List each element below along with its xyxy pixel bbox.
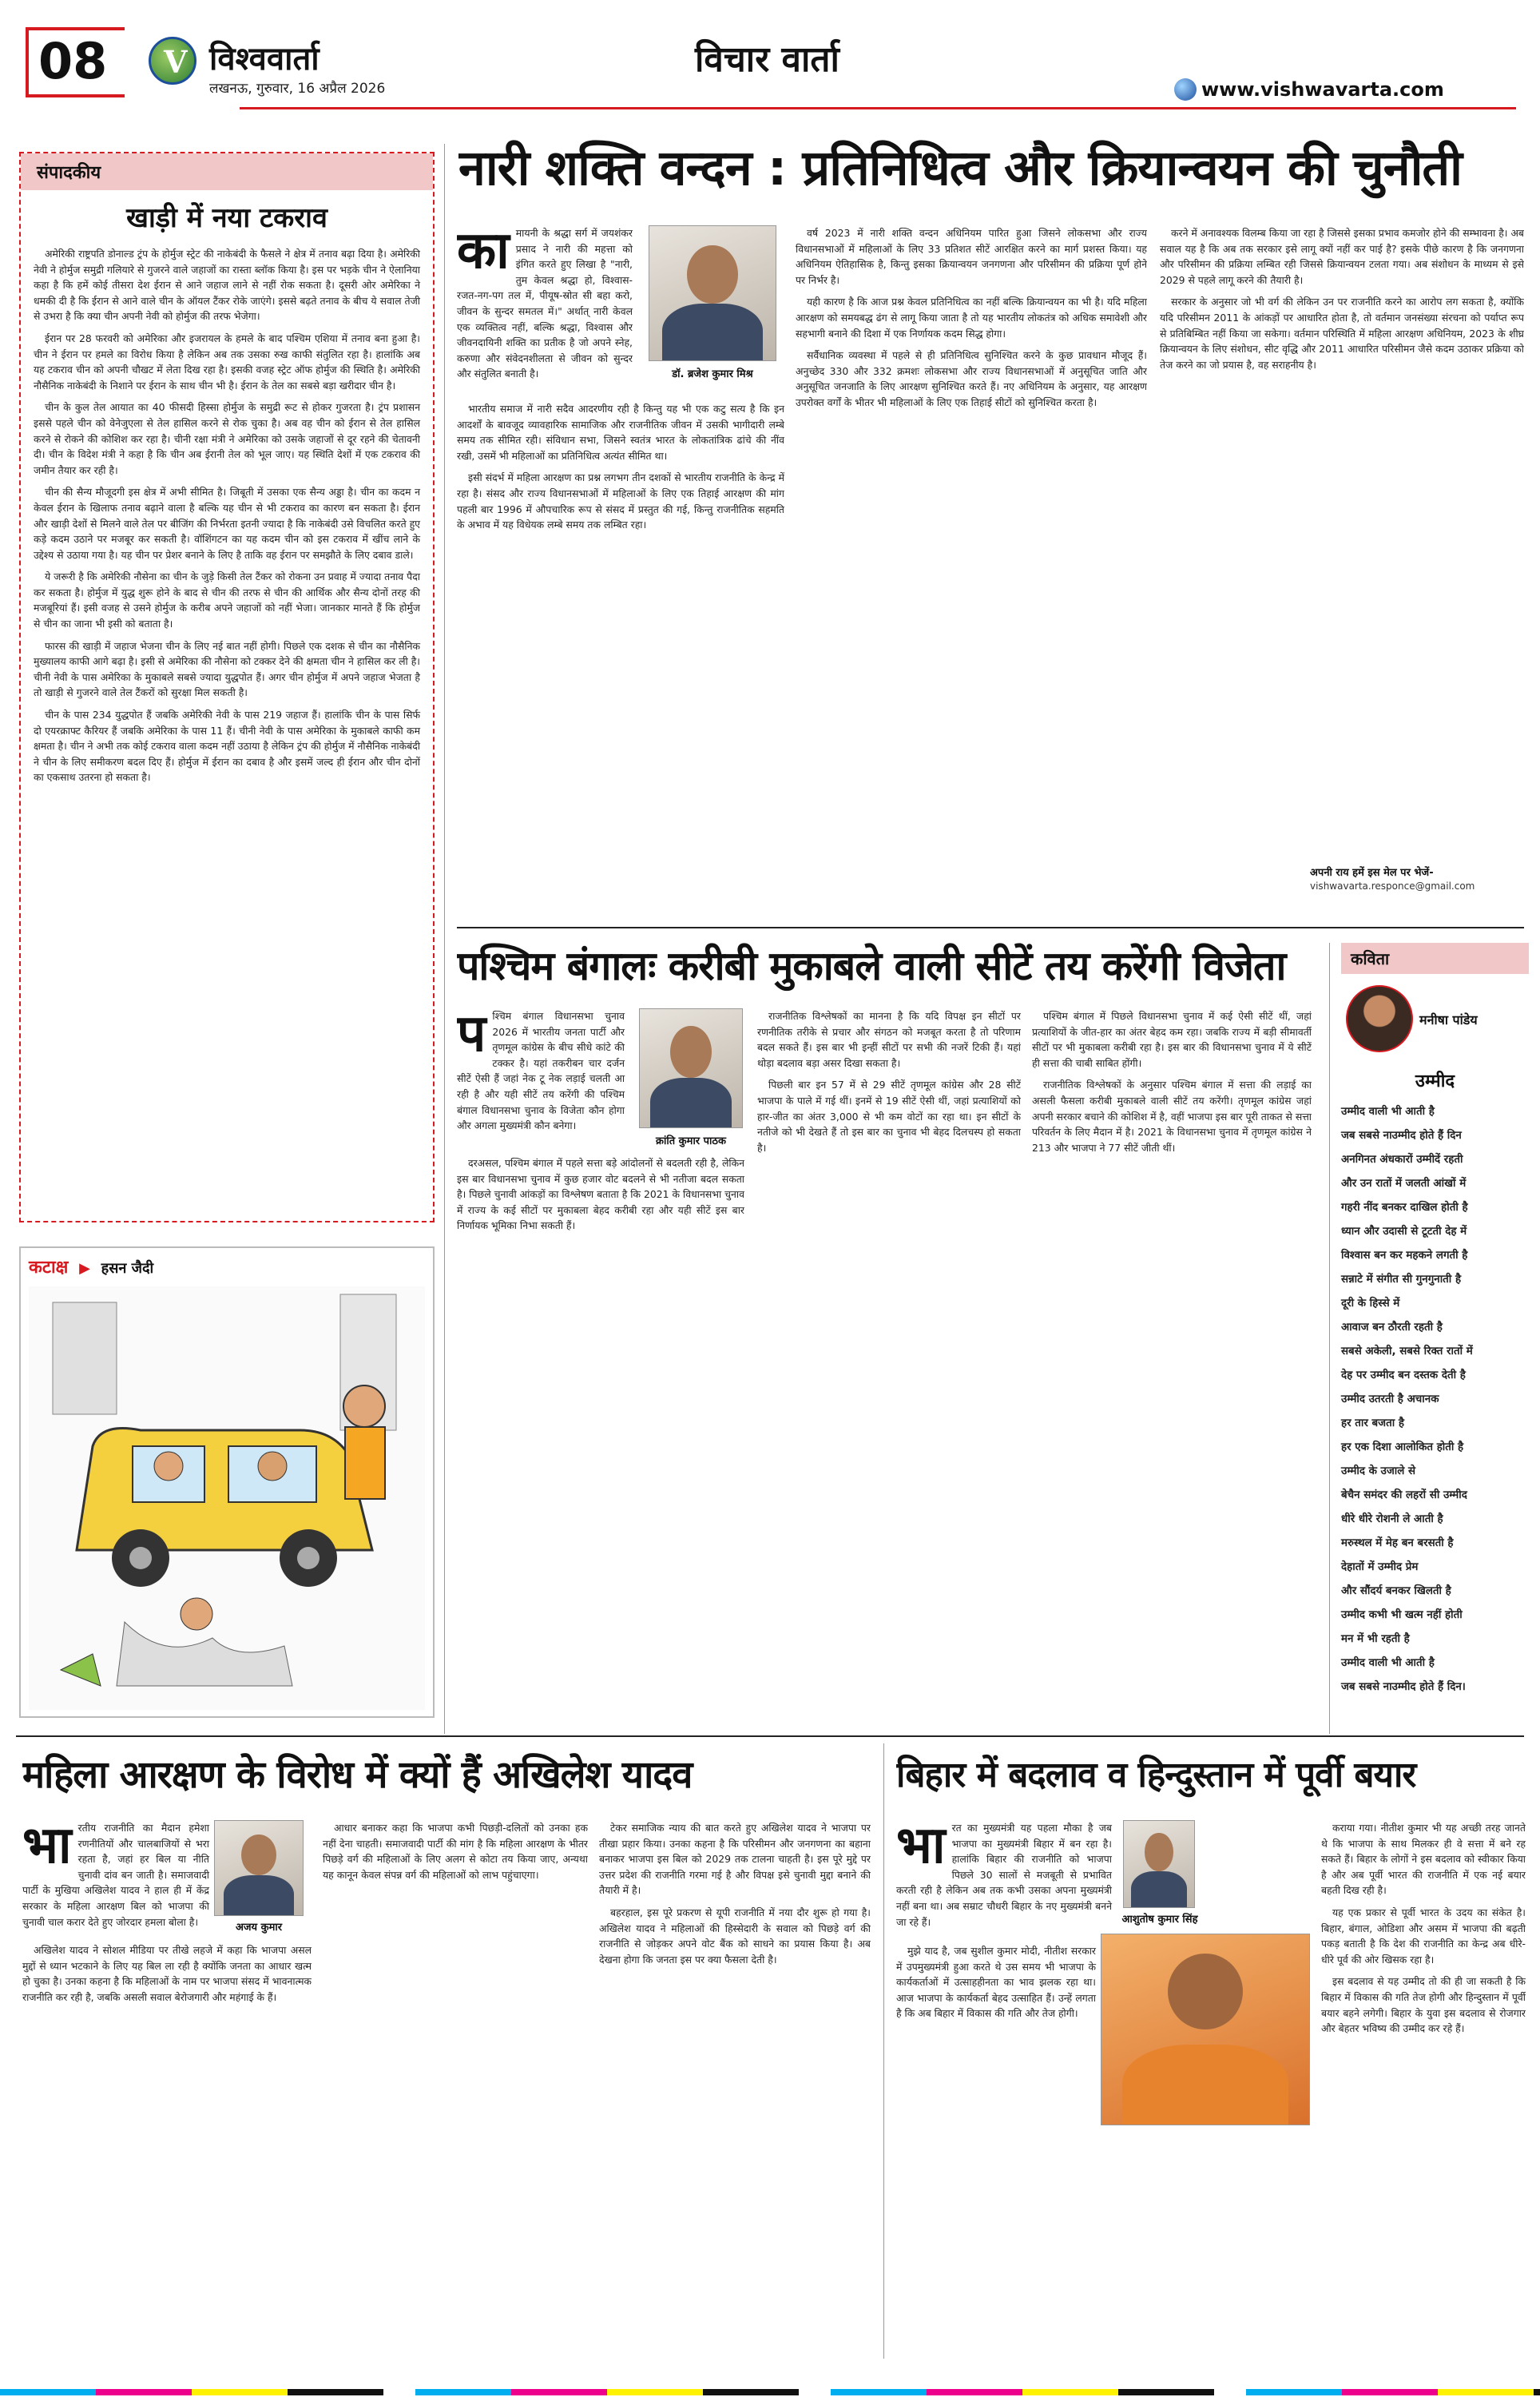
poem-line: जब सबसे नाउम्मीद होते हैं दिन — [1341, 1130, 1462, 1142]
masthead-rule — [240, 107, 1516, 109]
article1-paragraph: वर्ष 2023 में नारी शक्ति वन्दन अधिनियम पारित हुआ जिसने लोकसभा और राज्य विधानसभाओं में महिलाओं के लिए 33 प्रतिशत सीटें आरक्षित करने का मार्ग प्रशस्त किया। यह अधिनियम ऐतिहासिक है, किन्तु इसका क्रियान्वयन जनगणना और परिसीमन की प्रक्रिया पूर्ण होने पर निर्भर है। — [796, 227, 1147, 286]
editorial-paragraph: चीन के कुल तेल आयात का 40 फीसदी हिस्सा होर्मुज के समुद्री रूट से होकर गुजरता है। ट्रंप प्रशासन इससे पहले चीन को वेनेजुएला से तेल हासिल करने से रोक चुका है। अब वह चीन को ईरान से तेल हासिल करने से रोकने की कोशिश कर रहा है। चीनी रक्षा मंत्री ने अमेरिका को उसके जहाजों से दूर रहने की चेतावनी दी। चीन के विदेश मंत्री ने कहा है कि चीन अब ईरानी तेल को भूल जाए। यह स्थिति देशों में एक टकराव की जमीन तैयार कर रही है। — [34, 401, 420, 476]
poem-line: ध्यान और उदासी से टूटती देह में — [1341, 1226, 1467, 1238]
article4-paragraph: रत का मुख्यमंत्री यह पहला मौका है जब भाजपा का मुख्यमंत्री बिहार में बन रहा है। हालांकि बिहार की राजनीति को भाजपा पिछले 30 सालों से मजबूती से प्रभावित करती रही है लेकिन अब तक कभी उसका अपना मुख्यमंत्री नहीं बना था। अब सम्राट चौधरी बिहार के नए मुख्यमंत्री बनने जा रहे हैं। — [896, 1822, 1112, 1928]
column-divider — [444, 144, 445, 1734]
poem-line: मरुस्थल में मेह बन बरसती है — [1341, 1537, 1454, 1549]
article1-paragraph: यही कारण है कि आज प्रश्न केवल प्रतिनिधित्व का नहीं बल्कि क्रियान्वयन का भी है। यदि महिला आरक्षण को समयबद्ध ढंग से लागू किया जाता है तो यह भारतीय लोकतंत्र को अधिक समावेशी और सहभागी बनाने की दिशा में एक निर्णायक कदम सिद्ध होगा। — [796, 296, 1147, 340]
article2-paragraph: श्चिम बंगाल विधानसभा चुनाव 2026 में भारतीय जनता पार्टी और तृणमूल कांग्रेस के बीच सीधे कांटे की टक्कर है। यहां तकरीबन चार दर्जन सीटें ऐसी हैं जहां नेक टू नेक लड़ाई चलती आ रही है और यही सीटें तय करेंगी की पश्चिम बंगाल विधानसभा चुनाव के विजेता कौन होगा और अगला मुख्यमंत्री कौन बनेगा। — [457, 1010, 625, 1132]
poem-line: दूरी के हिस्से में — [1341, 1298, 1400, 1310]
section-rule — [457, 927, 1524, 928]
poem-line: हर तार बजता है — [1341, 1417, 1404, 1429]
masthead — [0, 0, 1540, 120]
cartoon-artist: हसन जैदी — [101, 1260, 154, 1277]
editorial-paragraph: ईरान पर 28 फरवरी को अमेरिका और इजरायल के हमले के बाद पश्चिम एशिया में तनाव बना हुआ है। चीन ने ईरान पर हमले का विरोध किया है लेकिन अब तक उसका रुख काफी संतुलित रहा है। हालांकि अब यह टकराव चीन को अपनी चौखट में लेता दिख रहा है। इसकी वजह स्ट्रेट ऑफ होर्मुज की स्थिति है। अमेरिकी नौसैनिक नाकेबंदी के निशाने पर ईरान के साथ चीन भी है। ईरान के तेल का सबसे बड़ा खरीदार चीन है। — [34, 332, 420, 392]
cartoon-arrow-icon: ▶ — [79, 1260, 90, 1277]
article3-paragraph: बहरहाल, इस पूरे प्रकरण से यूपी राजनीति में नया दौर शुरू हो गया है। अखिलेश यादव ने महिलाओं की हिस्सेदारी के सवाल को पिछड़े वर्ग की राजनीति से जोड़कर अपने वोट बैंक को साधने का प्रयास किया है। अब देखना होगा कि जनता इस पर क्या फैसला देती है। — [599, 1906, 871, 1966]
poem-line: सबसे अकेली, सबसे रिक्त रातों में — [1341, 1346, 1473, 1358]
article4-paragraph: इस बदलाव से यह उम्मीद तो की ही जा सकती है कि बिहार में विकास की गति तेज होगी और हिन्दुस्तान में पूर्वी बयार बहने लगेगी। बिहार के युवा इस बदलाव से रोजगार और बेहतर भविष्य की उम्मीद कर रहे हैं। — [1321, 1975, 1526, 2035]
editorial-label — [21, 153, 433, 190]
article3-paragraph: रतीय राजनीति का मैदान हमेशा रणनीतियों और चालबाजियों से भरा रहता है, जहां हर बिल या नीति चुनावी दांव बन जाती है। समाजवादी पार्टी के मुखिया अखिलेश यादव ने हाल ही में केंद्र सरकार के महिला आरक्षण बिल को भाजपा की चुनावी चाल करार देते हुए जोरदार हमला बोला है। — [22, 1822, 209, 1928]
article1-author-caption: डॉ. ब्रजेश कुमार मिश्र — [672, 368, 753, 380]
article1-paragraph: करने में अनावश्यक विलम्ब किया जा रहा है जिससे इसका प्रभाव कमजोर होने की सम्भावना है। अब सवाल यह है कि अब तक सरकार इसे लागू क्यों नहीं कर पाई है? इसके पीछे कारण है कि जनगणना और परिसीमन की प्रक्रिया लम्बित रही जिससे क्रियान्वयन टलता गया। अब संशोधन के माध्यम से इसे 2029 से पहले लागू करने की तैयारी है। — [1160, 227, 1524, 286]
article2-paragraph: राजनीतिक विश्लेषकों का मानना है कि यदि विपक्ष इन सीटों पर रणनीतिक तरीके से प्रचार और संगठन को मजबूत करता है तो परिणाम बदल सकते हैं। इस बार भी इन्हीं सीटों पर सभी की नजरें टिकी हैं। यहां थोड़ा बदलाव बड़ा असर दिखा सकता है। — [757, 1010, 1021, 1069]
article4-col-1 — [896, 1820, 1195, 2355]
dateline: लखनऊ, गुरुवार, 16 अप्रैल 2026 — [209, 81, 386, 97]
poem-line: आवाज बन ठौरती रहती है — [1341, 1322, 1443, 1334]
poem-line: उम्मीद कभी भी खत्म नहीं होती — [1341, 1609, 1463, 1621]
article2-col-1 — [457, 1008, 744, 1727]
cartoon-illustration — [29, 1286, 425, 1710]
article4-paragraph: यह एक प्रकार से पूर्वी भारत के उदय का संकेत है। बिहार, बंगाल, ओडिशा और असम में भाजपा की बढ़ती पकड़ बताती है कि देश की राजनीति का केन्द्र अब धीरे-धीरे पूर्व की ओर खिसक रहा है। — [1321, 1906, 1526, 1966]
poem-line: सन्नाटे में संगीत सी गुनगुनाती है — [1341, 1274, 1462, 1286]
article2-headline: पश्चिम बंगालः करीबी मुकाबले वाली सीटें तय करेंगी विजेता — [457, 943, 1286, 989]
article4-headline: बिहार में बदलाव व हिन्दुस्तान में पूर्वी बयार — [896, 1755, 1416, 1795]
article2-col-2 — [757, 1008, 1021, 1727]
article2-paragraph: पिछली बार इन 57 में से 29 सीटें तृणमूल कांग्रेस और 28 सीटें भाजपा के पाले में गई थीं। इनमें से 19 सीटें ऐसी थीं, जहां प्रत्याशियों को हार-जीत का अंतर 3,000 से भी कम वोटों का रहा था। इन सीटों के नतीजे को भी देखते हैं तो इस बार का चुनाव भी बेहद दिलचस्प हो सकता है। — [757, 1079, 1021, 1154]
poem-line: उम्मीद वाली भी आती है — [1341, 1106, 1435, 1118]
article2-paragraph: पश्चिम बंगाल में पिछले विधानसभा चुनाव में कई ऐसी सीटें थीं, जहां प्रत्याशियों के जीत-हार का अंतर बेहद कम रहा। जबकि राज्य में बड़ी सीमावर्ती सीटों पर भी मुकाबला करीबी रहा है। इस बार की विधानसभा चुनाव में ये सीटें ही सत्ता की चाबी साबित होंगी। — [1032, 1010, 1312, 1069]
editorial-box — [19, 152, 435, 1222]
article1-paragraph: भारतीय समाज में नारी सदैव आदरणीय रही है किन्तु यह भी एक कटु सत्य है कि इन आदर्शों के बावजूद व्यावहारिक सामाजिक और राजनीतिक जीवन में उसकी भागीदारी लम्बे समय तक सीमित रही। संविधान सभा, जिसने स्वतंत्र भारत के लोकतांत्रिक ढांचे की नींव रखी, उसमें भी महिलाओं का प्रतिनिधित्व अत्यंत सीमित था। — [457, 402, 784, 462]
poem-line: जब सबसे नाउम्मीद होते हैं दिन। — [1341, 1681, 1466, 1693]
poem-line: बेचैन समंदर की लहरों सी उम्मीद — [1341, 1489, 1467, 1501]
poem-line: अनगिनत अंधकारों उम्मीदें रहती — [1341, 1154, 1463, 1166]
page-number: 08 — [38, 32, 108, 90]
article2-paragraph: राजनीतिक विश्लेषकों के अनुसार पश्चिम बंगाल में सत्ता की लड़ाई का असली फैसला करीबी मुकाबले वाली सीटें तय करेंगी। तृणमूल कांग्रेस जहां अपनी सरकार बचाने की कोशिश में है, वहीं भाजपा इस बार पूरी ताकत से सत्ता परिवर्तन के लिए मैदान में है। 2021 के विधानसभा चुनाव में तृणमूल कांग्रेस ने 213 और भाजपा ने 77 सीटें जीती थीं। — [1032, 1079, 1312, 1154]
web-globe-icon — [1174, 78, 1197, 101]
editorial-paragraph: अमेरिकी राष्ट्रपति डोनाल्ड ट्रंप के होर्मुज स्ट्रेट की नाकेबंदी के फैसले ने क्षेत्र में तनाव बढ़ा दिया है। अमेरिकी नेवी ने होर्मुज समुद्री गलियारे से गुजरने वाले जहाजों का रास्ता ब्लॉक किया है। इस पर भड़के चीन ने ऐलानिया कहा है कि हमें कोई तीसरा देश ईरान से आने जहाज लाने से नहीं रोक सकता है। दूसरी ओर अमेरिका ने धमकी दी है कि ईरान से आने वाले चीन के ऑयल टैंकर रोके जाएंगे। इससे बढ़ते तनाव के बीच ये सवाल तेजी से उभरा है कि क्या चीन अपनी नेवी को होर्मुज की तरफ भेजेगा। — [34, 248, 420, 323]
article3-dropcap: भा — [22, 1820, 72, 1875]
poem-line: मन में भी रहती है — [1341, 1633, 1410, 1645]
poem-line: गहरी नींद बनकर दाखिल होती है — [1341, 1202, 1468, 1214]
editorial-paragraph: फारस की खाड़ी में जहाज भेजना चीन के लिए नई बात नहीं होगी। पिछले एक दशक से चीन का नौसैनिक मुख्यालय काफी आगे बढ़ा है। इसी से अमेरिका की नौसेना को टक्कर देने की क्षमता चीन ने हासिल कर ली है। चीनी नेवी के पास अमेरिका के मुकाबले सबसे ज्यादा युद्धपोत हैं। अगर चीन होर्मुज में अपने जहाज भेजता है तो खाड़ी से गुजरने वाले तेल टैंकरों को सुरक्षा मिल सकती है। — [34, 639, 420, 699]
article4-paragraph: मुझे याद है, जब सुशील कुमार मोदी, नीतीश सरकार में उपमुख्यमंत्री हुआ करते थे उस समय भी भाजपा के कार्यकर्ताओं में उत्साहहीनता का भाव झलक रहा था। आज भाजपा के कार्यकर्ता बेहद उत्साहित हैं। उन्हें लगता है कि अब बिहार में विकास की गति और तेज होगी। — [896, 1945, 1096, 2020]
article3-col-1 — [22, 1820, 312, 2355]
article4-wrap — [896, 1943, 1096, 2021]
section-title: विचार वार्ता — [695, 39, 839, 80]
article1-col-3 — [1160, 225, 1524, 857]
website: www.vishwavarta.com — [1201, 78, 1444, 101]
article1-headline: नारी शक्ति वन्दन : प्रतिनिधित्व और क्रियान्वयन की चुनौती — [458, 140, 1462, 197]
article1-paragraph: मायनी के श्रद्धा सर्ग में जयशंकर प्रसाद ने नारी की महत्ता को इंगित करते हुए लिखा है "नारी, तुम केवल श्रद्धा हो, विश्वास-रजत-नग-पग तल में, पीयूष-स्रोत सी बहा करो, जीवन के सुन्दर समतल में।" अर्थात् नारी केवल एक व्यक्तित्व नहीं, बल्कि श्रद्धा, विश्वास और जीवनदायिनी शक्ति का प्रतीक है जो अपने स्नेह, करुणा और संवेदनशीलता से जीवन को सुन्दर और संतुलित बनाती है। — [457, 227, 633, 380]
article1-paragraph: इसी संदर्भ में महिला आरक्षण का प्रश्न लगभग तीन दशकों से भारतीय राजनीति के केन्द्र में रहा है। संसद और राज्य विधानसभाओं में महिलाओं के लिए एक तिहाई आरक्षण की मांग पहली बार 1996 में औपचारिक रूप से संसद में प्रस्तुत की गई, किन्तु राजनीतिक सहमति के अभाव में यह विधेयक लम्बे समय तक लम्बित रहा। — [457, 471, 784, 531]
cartoon-label-text: कटाक्ष — [29, 1258, 69, 1278]
print-color-bar — [0, 2389, 1540, 2395]
editorial-label-text: संपादकीय — [37, 163, 101, 183]
poem-line: और सौंदर्य बनकर खिलती है — [1341, 1585, 1451, 1597]
bottom-column-divider — [883, 1743, 884, 2359]
article3-paragraph: टेकर समाजिक न्याय की बात करते हुए अखिलेश यादव ने भाजपा पर तीखा प्रहार किया। उनका कहना है कि परिसीमन और जनगणना का बहाना बनाकर भाजपा इस बिल को 2029 तक टालना चाहती है। इस पूरे मुद्दे पर उत्तर प्रदेश की राजनीति गरमा गई है और विपक्ष इसे चुनावी मुद्दा बनाने की तैयारी में है। — [599, 1822, 871, 1897]
cartoon-box — [19, 1246, 435, 1718]
article1-col-2 — [796, 225, 1147, 928]
article3-paragraph: आधार बनाकर कहा कि भाजपा कभी पिछड़ी-दलितों को उनका हक नहीं देना चाहती। समाजवादी पार्टी की मांग है कि महिला आरक्षण के भीतर पिछड़े वर्ग की महिलाओं के लिए अलग से कोटा तय किया जाए, अन्यथा यह कानून केवल संपन्न वर्ग की महिलाओं को लाभ पहुंचाएगा। — [323, 1822, 588, 1881]
editorial-body — [34, 246, 420, 785]
article4-col-2 — [1321, 1820, 1526, 2355]
article1-footer-email: vishwavarta.responce@gmail.com — [1310, 880, 1475, 892]
poem-line: धीरे धीरे रोशनी ले आती है — [1341, 1513, 1443, 1525]
poem-box — [1329, 943, 1529, 1734]
article2-paragraph: दरअसल, पश्चिम बंगाल में पहले सत्ता बड़े आंदोलनों से बदलती रही है, लेकिन इस बार विधानसभा चुनाव में कुछ हजार वोट बदलने से भी नतीजा बदल सकता है। पिछले चुनावी आंकड़ों का विश्लेषण बताता है कि 2021 के विधानसभा चुनाव में राज्य के कई सीटों पर मुकाबला बेहद करीबी रहा और यही सीटें इस बार निर्णायक भूमिका निभा सकती हैं। — [457, 1157, 744, 1232]
poem-title: उम्मीद — [1415, 1071, 1455, 1091]
poet-name: मनीषा पांडेय — [1419, 1012, 1478, 1028]
article3-paragraph: अखिलेश यादव ने सोशल मीडिया पर तीखे लहजे में कहा कि भाजपा असल मुद्दों से ध्यान भटकाने के लिए यह बिल ला रही है क्योंकि जनता का आधार खत्म हो चुका है। उनका कहना है कि महिलाओं के नाम पर भाजपा संसद में भावनात्मक राजनीति कर रही है, जबकि असली सवाल बेरोजगारी और महंगाई के हैं। — [22, 1944, 312, 2003]
article3-author-caption: अजय कुमार — [235, 1922, 283, 1934]
poem-line: उम्मीद के उजाले से — [1341, 1465, 1416, 1477]
article4-paragraph: कराया गया। नीतीश कुमार भी यह अच्छी तरह जानते थे कि भाजपा के साथ मिलकर ही वे सत्ता में बने रह सकते हैं। बिहार के लोगों ने इस बदलाव को स्वीकार किया है और अब पूर्वी भारत की राजनीति में एक नई बयार बहती दिख रही है। — [1321, 1822, 1526, 1897]
bottom-section-rule — [16, 1735, 1524, 1737]
article1-paragraph: सरकार के अनुसार जो भी वर्ग की लेकिन उन पर राजनीति करने का आरोप लग सकता है, क्योंकि यदि परिसीमन 2011 के आंकड़ों पर आधारित होता है, तो वर्तमान जनसंख्या संरचना को पर्याप्त रूप से प्रतिबिम्बित नहीं किया जा सकेगा। वर्तमान परिस्थिति में महिला आरक्षण अधिनियम, 2023 के शीघ्र क्रियान्वयन के लिए संशोधन, सीट वृद्धि और 2011 आधारित परिसीमन जैसे कदम उठाकर प्रक्रिया को तेज करने का जो प्रयास है, वह सराहनीय है। — [1160, 296, 1524, 371]
editorial-paragraph: चीन के पास 234 युद्धपोत हैं जबकि अमेरिकी नेवी के पास 219 जहाज हैं। हालांकि चीन के पास सिर्फ दो एयरक्राफ्ट कैरियर हैं जबकि अमेरिका के पास 11 हैं। चीनी नेवी के पास अमेरिका के मुकाबले काफी कम क्षमता है। चीन ने अभी तक कोई टकराव वाला कदम नहीं उठाया है लेकिन ट्रंप की होर्मुज में नौसैनिक नाकेबंदी ने चीन के लिए समीकरण बदल दिए हैं। होर्मुज में ईरान का दबाव है और इसमें जल्द ही ईरान और चीन दोनों का एकसाथ उतरना हो सकता है। — [34, 709, 420, 784]
article2-author-caption: क्रांति कुमार पाठक — [656, 1135, 726, 1147]
editorial-paragraph: ये जरूरी है कि अमेरिकी नौसेना का चीन के जुड़े किसी तेल टैंकर को रोकना उन प्रवाह में ज्यादा तनाव पैदा कर सकता है। होर्मुज में युद्ध शुरू होने के बाद से चीन की तरफ से चीन की आर्थिक और सैन्य दोनों तरह की मजबूरियां हैं। इसी वजह से उसने होर्मुज के करीब अपने जहाजों को नहीं भेजा। जानकार मानते हैं कि होर्मुज से चीन का जाना भी इसी को बताता है। — [34, 570, 420, 630]
poem-line: हर एक दिशा आलोकित होती है — [1341, 1441, 1464, 1453]
editorial-headline: खाड़ी में नया टकराव — [126, 202, 327, 234]
poem-line: देहातों में उम्मीद प्रेम — [1341, 1561, 1419, 1573]
poem-line: और उन रातों में जलती आंखों में — [1341, 1178, 1467, 1190]
poem-line: उम्मीद वाली भी आती है — [1341, 1657, 1435, 1669]
poem-line: विश्वास बन कर महकने लगती है — [1341, 1250, 1468, 1262]
poem-line: उम्मीद उतरती है अचानक — [1341, 1393, 1439, 1405]
poem-line: देह पर उम्मीद बन दस्तक देती है — [1341, 1369, 1466, 1381]
article4-author-caption: आशुतोष कुमार सिंह — [1121, 1914, 1198, 1926]
paper-logo-icon: V — [149, 37, 196, 85]
article3-headline: महिला आरक्षण के विरोध में क्यों हैं अखिलेश यादव — [22, 1753, 693, 1797]
paper-name: विश्ववार्ता — [209, 41, 320, 78]
poem-label — [1341, 943, 1529, 974]
article2-col-3 — [1032, 1008, 1312, 1727]
article4-dropcap: भा — [896, 1820, 946, 1875]
editorial-paragraph: चीन की सैन्य मौजूदगी इस क्षेत्र में अभी सीमित है। जिबूती में उसका एक सैन्य अड्डा है। चीन का कदम न केवल ईरान के खिलाफ तनाव बढ़ाने वाला है बल्कि यह चीन से भी टकराव का कारण बन सकता है। ईरान और खाड़ी देशों से मिलने वाले तेल पर बीजिंग की निर्भरता इतनी ज्यादा है कि नाकेबंदी उसे विचलित करते हुए कड़े कदम उठाने पर मजबूर कर सकती है। वॉशिंगटन का यह कदम चीन को इस टकराव में खींच लाने के उद्देश्य से उठाया गया है। यह चीन पर प्रेशर बनाने के लिए है ताकि वह ईरान पर समझौते के लिए दबाव डाले। — [34, 486, 420, 561]
article1-dropcap: का — [457, 225, 510, 280]
poem-lines — [1341, 1100, 1529, 1699]
cartoon-label — [29, 1254, 153, 1278]
article1-paragraph: सर्वैधानिक व्यवस्था में पहले से ही प्रतिनिधित्व सुनिश्चित करने के कुछ प्रावधान मौजूद हैं। अनुच्छेद 330 और 332 क्रमशः लोकसभा और राज्य विधानसभाओं में अनुसूचित जाति और अनुसूचित जनजाति के लिए आरक्षण सुनिश्चित करते हैं। नए अधिनियम के अनुसार, यह आरक्षण उपरोक्त वर्गों के भीतर भी महिलाओं के लिए एक तिहाई सीटों को सुनिश्चित करता है। — [796, 349, 1147, 408]
article2-dropcap: प — [457, 1008, 486, 1063]
article1-col-1 — [457, 225, 784, 928]
poet-photo — [1346, 985, 1413, 1052]
article3-col-3 — [599, 1820, 871, 2355]
article3-col-2 — [323, 1820, 588, 2355]
article1-footer-note: अपनी राय हमें इस मेल पर भेजें- — [1310, 867, 1434, 879]
poem-label-text: कविता — [1351, 949, 1390, 968]
